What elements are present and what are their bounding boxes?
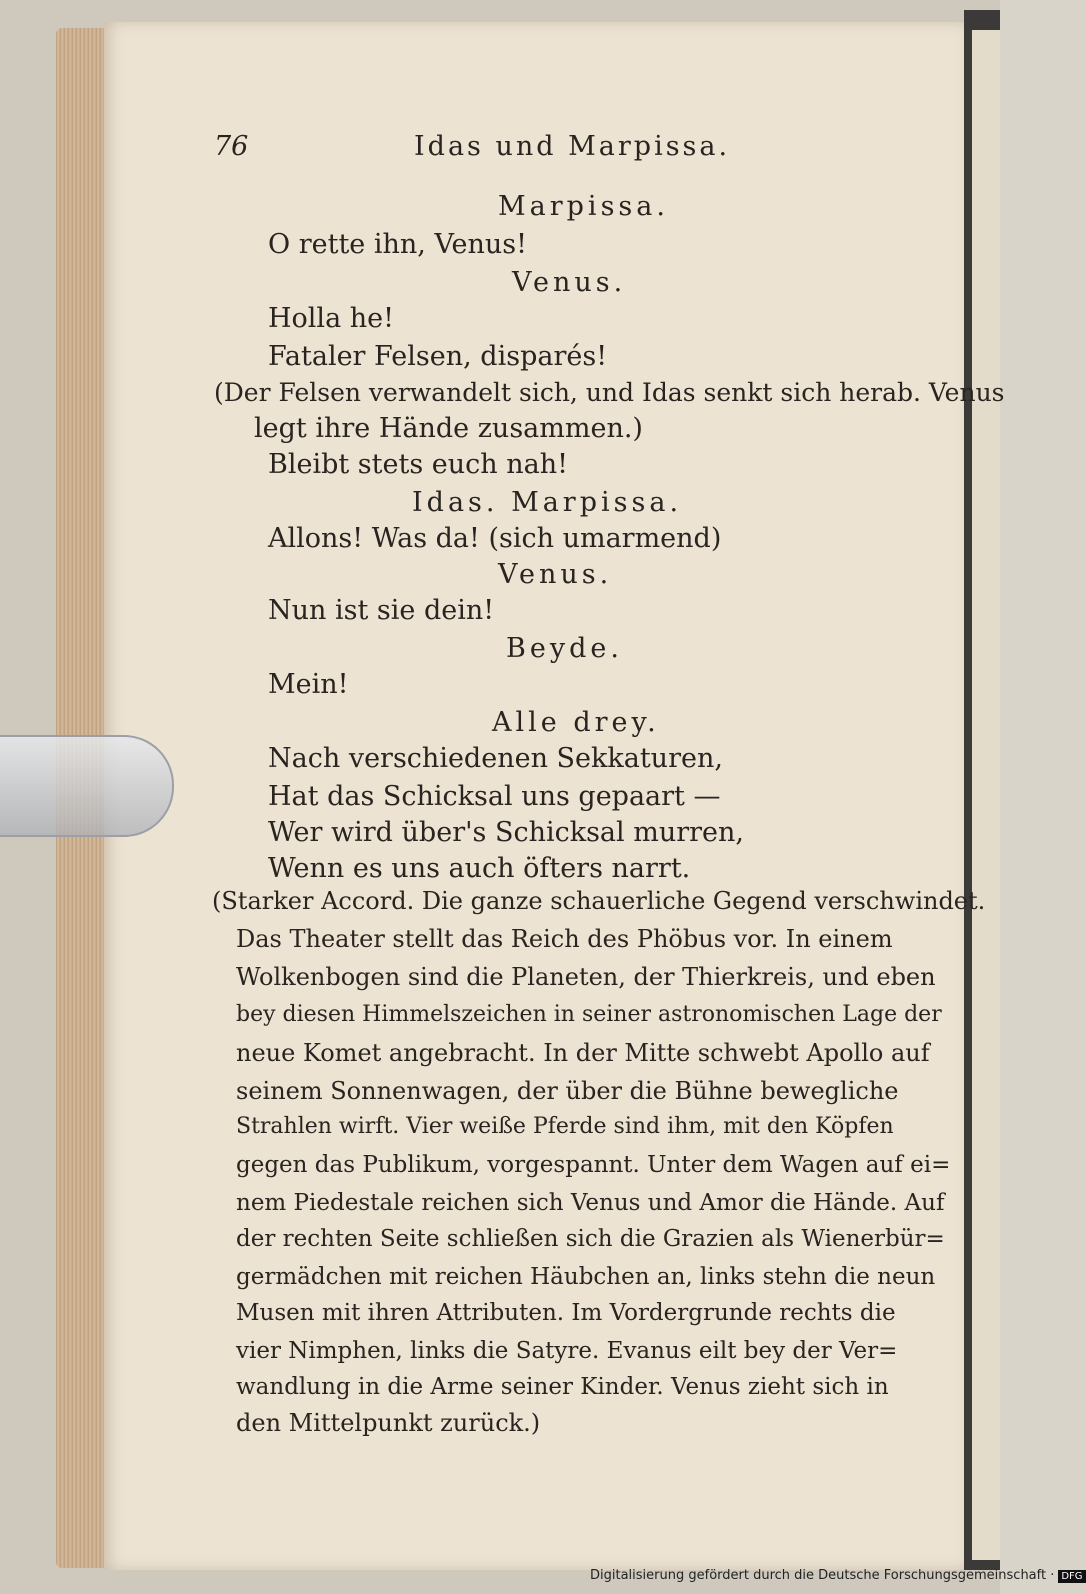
stage-direction: seinem Sonnenwagen, der über die Bühne bewegliche (236, 1077, 899, 1105)
stage-direction: vier Nimphen, links die Satyre. Evanus eilt bey der Ver= (236, 1338, 898, 1364)
speaker-venus: Venus. (512, 267, 627, 298)
page-number: 76 (214, 131, 249, 162)
stage-direction: Wolkenbogen sind die Planeten, der Thierkreis, und eben (236, 963, 936, 991)
verse-line: Wer wird über's Schicksal murren, (268, 817, 745, 848)
stage-direction: bey diesen Himmelszeichen in seiner astronomischen Lage der (236, 1002, 942, 1027)
speaker-idas-marpissa: Idas. Marpissa. (412, 487, 683, 518)
stage-direction: Strahlen wirft. Vier weiße Pferde sind ihm, mit den Köpfen (236, 1114, 894, 1139)
dialogue-line: Bleibt stets euch nah! (268, 449, 568, 480)
stage-direction: neue Komet angebracht. In der Mitte schwebt Apollo auf (236, 1039, 930, 1067)
dialogue-line: Holla he! (268, 303, 394, 334)
dialogue-line: O rette ihn, Venus! (268, 229, 527, 260)
stage-direction: nem Piedestale reichen sich Venus und Amor die Hände. Auf (236, 1190, 945, 1216)
stage-direction: (Starker Accord. Die ganze schauerliche Gegend verschwindet. (212, 887, 986, 915)
speaker-beyde: Beyde. (506, 633, 623, 664)
dialogue-line: Mein! (268, 669, 349, 700)
speaker-alle-drey: Alle drey. (492, 707, 660, 738)
speaker-venus: Venus. (498, 559, 613, 590)
stage-direction: (Der Felsen verwandelt sich, und Idas senkt sich herab. Venus (214, 378, 1005, 407)
digitization-credit (590, 1568, 1083, 1590)
verse-line: Nach verschiedenen Sekkaturen, (268, 743, 723, 774)
stage-direction: legt ihre Hände zusammen.) (254, 413, 643, 444)
dialogue-line: Allons! Was da! (sich umarmend) (268, 523, 722, 554)
dialogue-line: Fataler Felsen, disparés! (268, 341, 608, 372)
stage-direction: den Mittelpunkt zurück.) (236, 1409, 541, 1437)
facing-page-edge (972, 30, 1000, 1560)
verse-line: Wenn es uns auch öfters narrt. (268, 853, 691, 884)
credit-text: Digitalisierung gefördert durch die Deutsche Forschungsgemeinschaft · (590, 1568, 1055, 1583)
speaker-marpissa: Marpissa. (498, 191, 669, 222)
stage-direction: wandlung in die Arme seiner Kinder. Venus zieht sich in (236, 1374, 889, 1400)
dfg-logo: DFG (1058, 1570, 1085, 1583)
running-header: Idas und Marpissa. (414, 131, 731, 162)
stage-direction: germädchen mit reichen Häubchen an, links stehn die neun (236, 1264, 936, 1290)
stage-direction: Das Theater stellt das Reich des Phöbus vor. In einem (236, 925, 893, 953)
stage-direction: Musen mit ihren Attributen. Im Vordergrunde rechts die (236, 1300, 896, 1326)
verse-line: Hat das Schicksal uns gepaart — (268, 781, 721, 812)
stage-direction: der rechten Seite schließen sich die Grazien als Wienerbür= (236, 1226, 945, 1252)
stage-direction: gegen das Publikum, vorgespannt. Unter dem Wagen auf ei= (236, 1152, 951, 1178)
page-clip (0, 735, 174, 837)
dialogue-line: Nun ist sie dein! (268, 595, 495, 626)
